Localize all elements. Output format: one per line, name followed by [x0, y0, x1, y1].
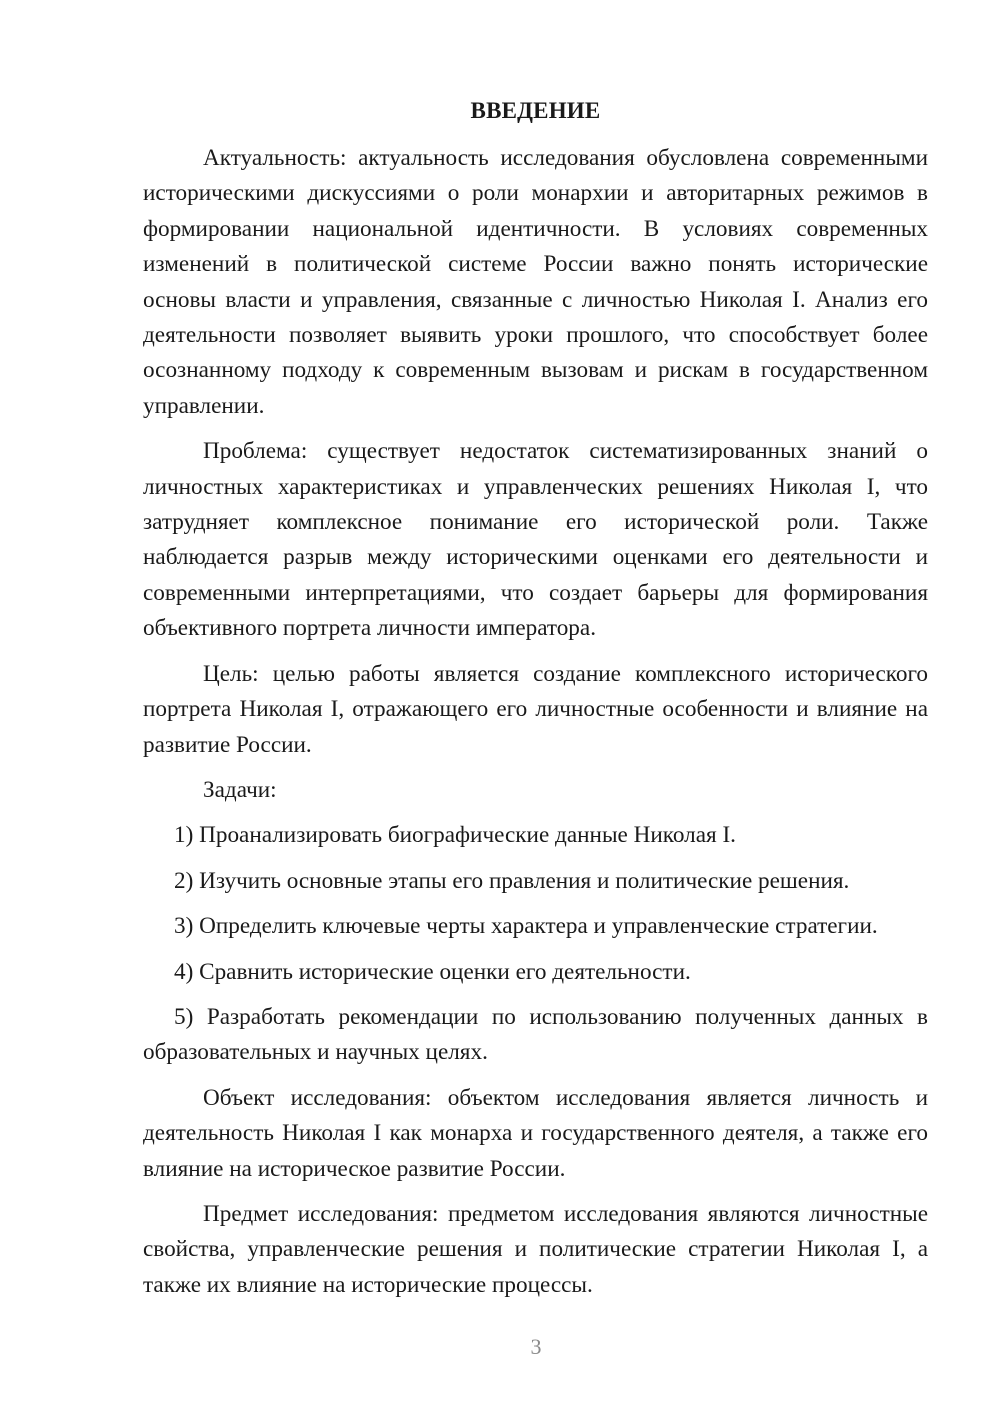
task-item-3: 3) Определить ключевые черты характера и управленческие стратегии. — [174, 913, 878, 940]
body-text — [143, 141, 928, 1313]
problem-paragraph: Проблема: существует недостаток систематизированных знаний о личностных характеристиках и управленческих решениях Николая I, что затрудняет комплексное понимание его исторической роли. Также наблюдается разрыв между историческими оценками его деятельности и современными интерпретациями, что создает барьеры для формирования объективного портрета личности императора. — [143, 438, 928, 642]
goal-paragraph: Цель: целью работы является создание комплексного исторического портрета Николая I, отражающего его личностные особенности и влияние на развитие России. — [143, 660, 928, 758]
task-item-5: 5) Разработать рекомендации по использованию полученных данных в образовательных и научных целях. — [143, 1003, 928, 1066]
section-heading: ВВЕДЕНИЕ — [470, 98, 601, 123]
task-item-1: 1) Проанализировать биографические данные Николая I. — [174, 822, 736, 849]
task-item-2: 2) Изучить основные этапы его правления и политические решения. — [174, 867, 850, 894]
tasks-label: Задачи: — [203, 776, 277, 803]
task-item-4: 4) Сравнить исторические оценки его деятельности. — [174, 958, 691, 985]
relevance-paragraph: Актуальность: актуальность исследования обусловлена современными историческими дискуссиями о роли монархии и авторитарных режимов в формировании национальной идентичности. В условиях современных изменений в политической системе России важно понять исторические основы власти и управления, связанные с личностью Николая I. Анализ его деятельности позволяет выявить уроки прошлого, что способствует более осознанному подходу к современным вызовам и рискам в государственном управлении. — [143, 145, 928, 419]
subject-paragraph: Предмет исследования: предметом исследования являются личностные свойства, управленческие решения и политические стратегии Николая I, а также их влияние на исторические процессы. — [143, 1200, 928, 1298]
page-number: 3 — [530, 1334, 542, 1359]
object-paragraph: Объект исследования: объектом исследования является личность и деятельность Николая I как монарха и государственного деятеля, а также его влияние на историческое развитие России. — [143, 1084, 928, 1182]
